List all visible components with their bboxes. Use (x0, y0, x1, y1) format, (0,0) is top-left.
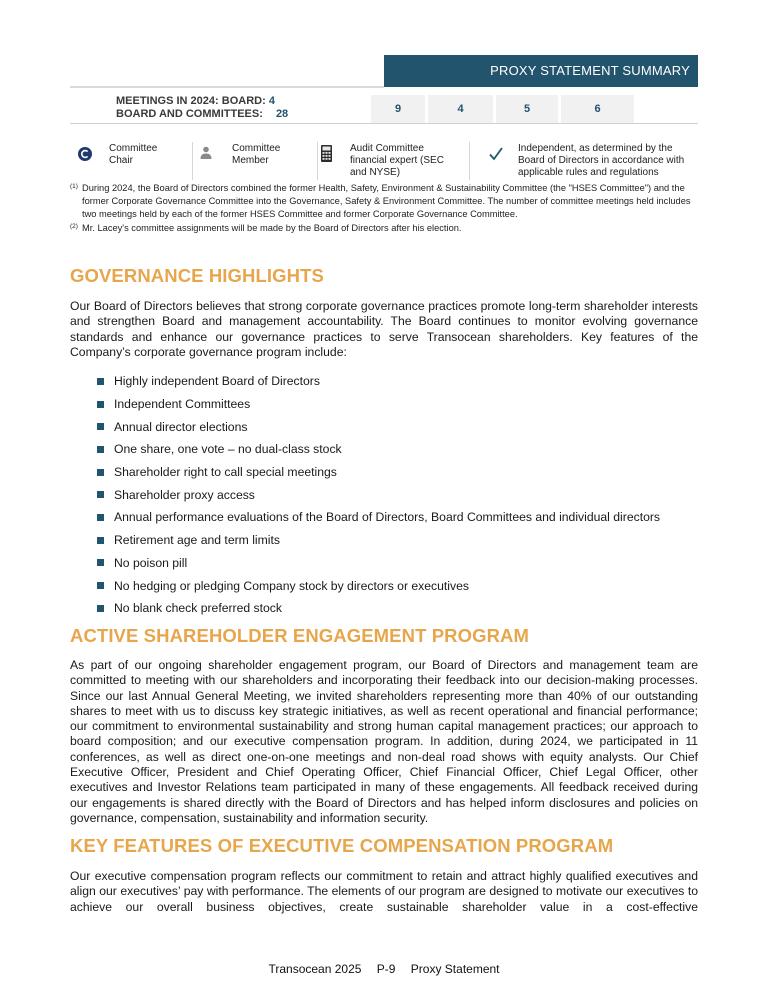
bullet-square-icon (97, 605, 104, 612)
list-item (97, 461, 660, 484)
committee-count-cell: 4 (428, 95, 493, 123)
list-item-text: Shareholder right to call special meetings (114, 465, 337, 480)
footer-doc-title: Proxy Statement (410, 962, 500, 976)
list-item (97, 393, 660, 416)
list-item (97, 415, 660, 438)
list-item (97, 370, 660, 393)
calculator-icon (321, 145, 332, 162)
engagement-heading: ACTIVE SHAREHOLDER ENGAGEMENT PROGRAM (70, 625, 530, 646)
list-item-text: Shareholder proxy access (114, 487, 255, 502)
list-item (97, 506, 660, 529)
bullet-square-icon (97, 559, 104, 566)
legend (70, 142, 698, 182)
compensation-body: Our executive compensation program reflects our commitment to retain and attract highly qualified executives and align our executives’ pay with performance. The elements of our program are designed to motivate our executives to achieve our overall business objectives, create sustainable shareholder value in a cost-effective (70, 869, 698, 914)
board-meetings-value: 4 (268, 95, 275, 107)
bullet-square-icon (97, 537, 104, 544)
board-meetings-label (116, 95, 275, 107)
list-item (97, 483, 660, 506)
bullet-square-icon (97, 469, 104, 476)
list-item-text: Highly independent Board of Directors (114, 374, 320, 389)
list-item (97, 529, 660, 552)
committee-count-cell: 5 (496, 95, 558, 123)
list-item-text: No hedging or pledging Company stock by directors or executives (114, 578, 469, 593)
list-item-text: One share, one vote – no dual-class stock (114, 442, 342, 457)
legend-item-independent (469, 142, 698, 180)
engagement-body: As part of our ongoing shareholder engagement program, our Board of Directors and management team are committed to meeting with our shareholders and incorporating their feedback into our decision-making processes. Since our last Annual General Meeting, we invited shareholders representing more than 40% of our outstanding shares to meet with us to discuss key strategic initiatives, as well as recent operational and financial performance; our commitment to environmental sustainability and strong human capital management practices; our approach to board composition; and our executive compensation program. In addition, during 2024, we participated in 11 conferences, as well as direct one-on-one meetings and non-deal road shows with equity analysts. Our Chief Executive Officer, President and Chief Operating Officer, Chief Financial Officer, Chief Legal Officer, other executives and Investor Relations team participated in many of these engagements. All feedback received during our engagements is shared directly with the Board of Directors and has helped inform disclosures and policies on governance, compensation, sustainability and information security. (70, 658, 698, 825)
bullet-square-icon (97, 423, 104, 430)
footnotes (70, 182, 698, 235)
list-item-text: Retirement age and term limits (114, 533, 280, 548)
footnote (70, 222, 698, 235)
footer-page-number: P-9 (376, 962, 396, 976)
committee-count-cell: 6 (561, 95, 634, 123)
footnote (70, 182, 698, 221)
board-meetings-text: MEETINGS IN 2024: BOARD: (116, 95, 266, 107)
list-item-text: Annual director elections (114, 419, 248, 434)
committee-meetings-value: 28 (275, 108, 289, 120)
footnote-text: Mr. Lacey's committee assignments will be made by the Board of Directors after his election. (82, 223, 462, 233)
legend-label: Committee Member (232, 143, 281, 166)
checkmark-icon (489, 147, 503, 161)
committee-meetings-text: BOARD AND COMMITTEES: (116, 108, 263, 120)
list-item (97, 552, 660, 575)
header-rule-accent (384, 85, 698, 87)
list-item-text: Independent Committees (114, 397, 251, 412)
legend-item-chair (70, 142, 190, 180)
committee-member-icon (200, 146, 212, 160)
legend-label: Audit Committee financial expert (SEC and NYSE) (350, 143, 444, 178)
committee-count-cell: 9 (371, 95, 425, 123)
compensation-heading: KEY FEATURES OF EXECUTIVE COMPENSATION PROGRAM (70, 835, 614, 856)
section-header-bar (384, 55, 698, 85)
footnote-text: During 2024, the Board of Directors combined the former Health, Safety, Environment & Sustainability Committee (the "HSES Committee") and the former Corporate Governance Committee into the Governance, Safety & Environment Committee. The number of committee meetings held includes two meetings held by each of the former HSES Committee and former Corporate Governance Committee. (82, 183, 691, 219)
bullet-square-icon (97, 446, 104, 453)
legend-label: Committee Chair (109, 143, 158, 166)
bullet-square-icon (97, 514, 104, 521)
footnote-marker: (1) (70, 183, 78, 190)
footer-company: Transocean 2025 (268, 962, 362, 976)
committee-chair-icon (78, 147, 92, 161)
footnote-marker: (2) (70, 223, 78, 230)
meetings-summary-row (70, 91, 698, 124)
list-item (97, 438, 660, 461)
legend-item-financial-expert (317, 142, 467, 180)
legend-label: Independent, as determined by the Board of Directors in accordance with applicable rules and regulations (518, 143, 685, 178)
list-item (97, 597, 660, 620)
bullet-square-icon (97, 582, 104, 589)
bullet-square-icon (97, 378, 104, 385)
bullet-square-icon (97, 401, 104, 408)
legend-item-member (192, 142, 317, 180)
list-item-text: No blank check preferred stock (114, 601, 282, 616)
governance-list (97, 370, 660, 620)
bullet-square-icon (97, 491, 104, 498)
header-rule (70, 86, 384, 88)
governance-heading: GOVERNANCE HIGHLIGHTS (70, 265, 324, 286)
governance-intro: Our Board of Directors believes that strong corporate governance practices promote long-term shareholder interests and strengthen Board and management accountability. The Board continues to monitor evolving governance standards and enhance our governance practices to serve Transocean shareholders. Key features of the Company’s corporate governance program include: (70, 299, 698, 359)
list-item-text: No poison pill (114, 555, 188, 570)
committee-meetings-label (116, 108, 288, 120)
page-footer (0, 962, 768, 976)
section-title: PROXY STATEMENT SUMMARY (490, 62, 690, 78)
list-item-text: Annual performance evaluations of the Board of Directors, Board Committees and individual directors (114, 510, 661, 525)
list-item (97, 574, 660, 597)
